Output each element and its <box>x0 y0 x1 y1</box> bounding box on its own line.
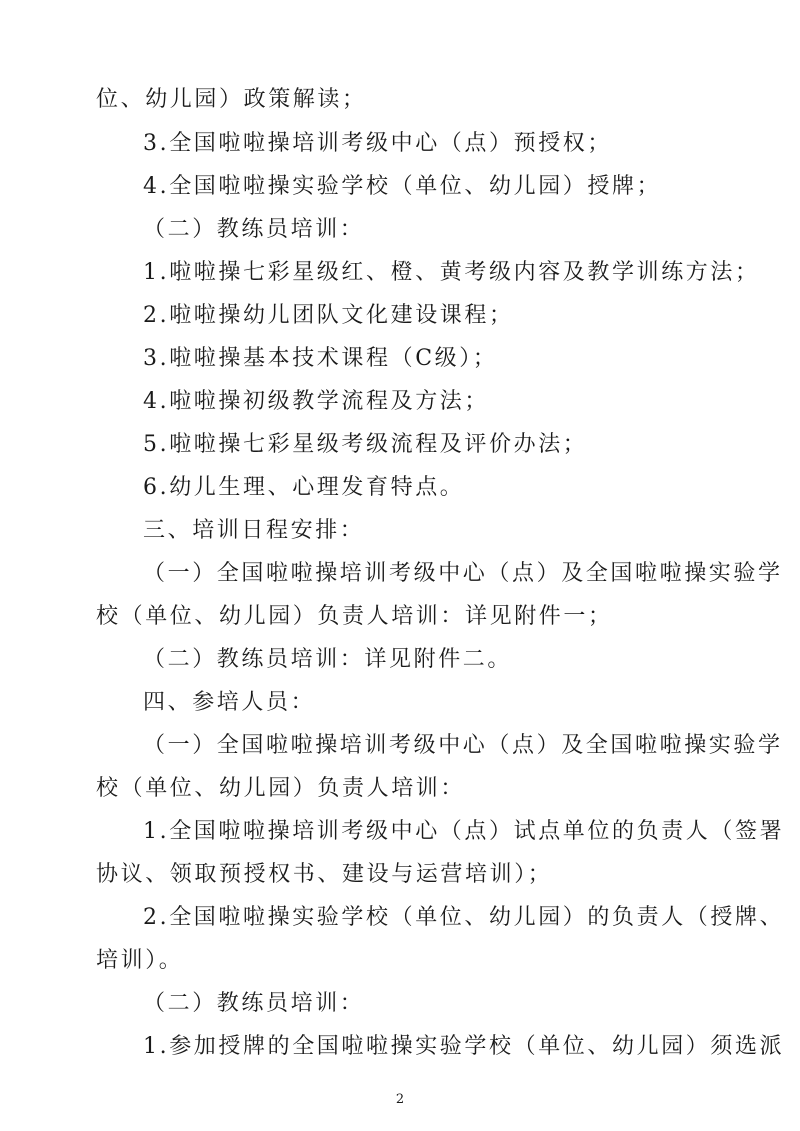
text-line: 4.全国啦啦操实验学校（单位、幼儿园）授牌； <box>143 174 662 199</box>
text-line: 3.全国啦啦操培训考级中心（点）预授权； <box>143 131 612 156</box>
text-line: 5.啦啦操七彩星级考级流程及评价办法； <box>143 432 588 457</box>
text-line: 6.幼儿生理、心理发育特点。 <box>143 475 465 500</box>
text-line: 1.全国啦啦操培训考级中心（点）试点单位的负责人（签署 <box>143 819 785 844</box>
page-number: 2 <box>395 1092 405 1107</box>
text-line: 2.啦啦操幼儿团队文化建设课程； <box>143 303 514 328</box>
text-line: （二）教练员培训：详见附件二。 <box>143 647 513 672</box>
text-line: 1.啦啦操七彩星级红、橙、黄考级内容及教学训练方法； <box>143 260 760 285</box>
section-heading: （二）教练员培训： <box>143 991 365 1016</box>
text-line: （一）全国啦啦操培训考级中心（点）及全国啦啦操实验学 <box>143 561 783 586</box>
text-line: 1.参加授牌的全国啦啦操实验学校（单位、幼儿园）须选派 <box>143 1034 785 1059</box>
section-heading: 三、培训日程安排： <box>143 518 365 543</box>
text-line: （一）全国啦啦操培训考级中心（点）及全国啦啦操实验学 <box>143 733 783 758</box>
text-line: 3.啦啦操基本技术课程（C级）； <box>143 346 498 371</box>
text-line: 培训）。 <box>96 948 184 973</box>
text-line: 2.全国啦啦操实验学校（单位、幼儿园）的负责人（授牌、 <box>143 905 785 930</box>
text-line: 校（单位、幼儿园）负责人培训： <box>96 776 466 801</box>
text-line: 校（单位、幼儿园）负责人培训：详见附件一； <box>96 604 613 629</box>
section-heading: （二）教练员培训： <box>143 217 365 242</box>
text-line: 位、幼儿园）政策解读； <box>96 87 367 112</box>
text-line: 4.啦啦操初级教学流程及方法； <box>143 389 489 414</box>
text-line: 协议、领取预授权书、建设与运营培训）； <box>96 862 553 887</box>
section-heading: 四、参培人员： <box>143 690 316 715</box>
